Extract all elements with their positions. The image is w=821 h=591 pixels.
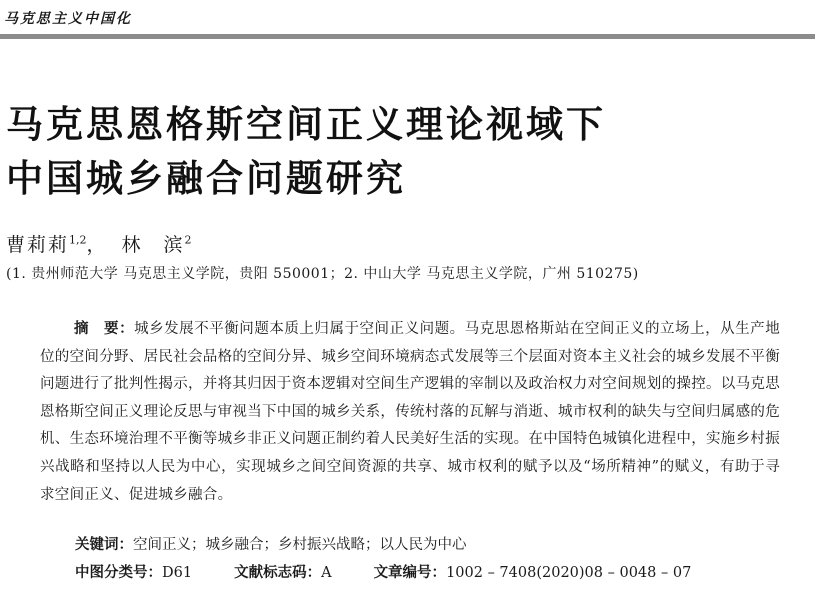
author-1: 曹莉莉 [6, 234, 70, 256]
affiliations: (1. 贵州师范大学 马克思主义学院，贵阳 550001；2. 中山大学 马克思主义学院，广州 510275) [6, 266, 639, 282]
author-separator: ， [86, 234, 108, 256]
clc-label: 中图分类号： [75, 565, 162, 581]
doc-label: 文献标志码： [234, 565, 322, 581]
title-line-1: 马克思恩格斯空间正义理论视域下 [6, 103, 606, 146]
clc-value: D61 [162, 565, 193, 581]
keywords [75, 533, 467, 554]
authors [6, 230, 192, 257]
abstract-text: 城乡发展不平衡问题本质上归属于空间正义问题。马克思恩格斯站在空间正义的立场上，从生产地位的空间分野、居民社会品格的空间分异、城乡空间环境病态式发展等三个层面对资本主义社会的城乡发展不平衡问题进行了批判性揭示，并将其归因于资本逻辑对空间生产逻辑的宰制以及政治权力对空间规划的操控。以马克思恩格斯空间正义理论反思与审视当下中国的城乡关系，传统村落的瓦解与消逝、城市权利的缺失与空间归属感的危机、生态环境治理不平衡等城乡非正义问题正制约着人民美好生活的实现。在中国特色城镇化进程中，实施乡村振兴战略和坚持以人民为中心，实现城乡之间空间资源的共享、城市权利的赋予以及“场所精神”的赋义，有助于寻求空间正义、促进城乡融合。 [40, 321, 780, 503]
author-1-affil: 1,2 [69, 233, 87, 247]
title-line-2: 中国城乡融合问题研究 [6, 157, 406, 200]
header-rule [0, 34, 815, 39]
abstract [40, 316, 780, 509]
article-label: 文章编号： [373, 565, 447, 581]
clc-code [75, 565, 192, 581]
keywords-text: 空间正义；城乡融合；乡村振兴战略；以人民为中心 [133, 537, 467, 553]
doc-value: A [321, 565, 332, 581]
author-2-affil: 2 [184, 233, 192, 247]
article-code [374, 565, 692, 581]
article-value: 1002 – 7408(2020)08 – 0048 – 07 [446, 565, 692, 581]
abstract-label: 摘 要： [74, 321, 135, 337]
doc-code [234, 565, 331, 581]
author-2: 林 滨 [121, 234, 185, 256]
keywords-label: 关键词： [75, 537, 133, 553]
journal-header: 马克思主义中国化 [4, 11, 132, 27]
classification-codes [75, 561, 691, 582]
paper-title [6, 98, 606, 206]
